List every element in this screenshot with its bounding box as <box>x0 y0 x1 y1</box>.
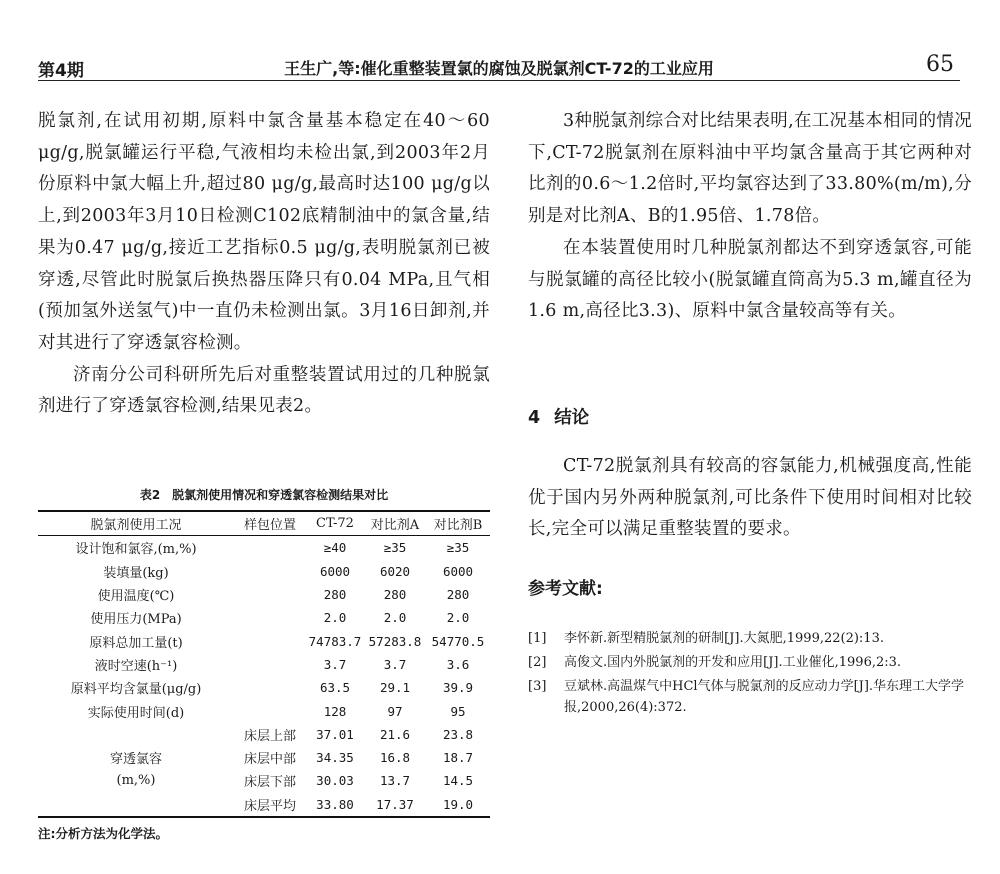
row-label: 实际使用时间(d) <box>87 705 185 721</box>
table-cell: 6020 <box>379 563 411 579</box>
reference-number: [2] <box>528 655 547 670</box>
breakthrough-unit: (m,%) <box>116 773 156 789</box>
reference-item <box>528 628 980 649</box>
table-cell: 33.80 <box>316 796 354 812</box>
body-paragraph: 3种脱氯剂综合对比结果表明,在工况基本相同的情况下,CT-72脱氯剂在原料油中平均氯含量高于其它两种对比剂的0.6～1.2倍时,平均氯容达到了33.80%(m/m),分别是对比剂A、B的1.95倍、1.78倍。 <box>528 111 972 227</box>
table-cell: 3.6 <box>446 656 470 672</box>
reference-number: [3] <box>528 679 547 694</box>
reference-text: 李怀新.新型精脱氯剂的研制[J].大氮肥,1999,22(2):13. <box>564 631 884 646</box>
column-header: 脱氯剂使用工况 <box>90 518 182 534</box>
table-cell: 30.03 <box>316 773 354 789</box>
column-header: CT-72 <box>316 516 354 532</box>
table-cell: 34.35 <box>316 750 354 766</box>
table-cell: 17.37 <box>376 796 414 812</box>
table-cell: 39.9 <box>442 680 474 696</box>
body-paragraph: 脱氯剂,在试用初期,原料中氯含量基本稳定在40～60 μg/g,脱氯罐运行平稳,气液相均未检出氯,到2003年2月份原料中氯大幅上升,超过80 μg/g,最高时达100 μg/g以上,到2003年3月10日检测C102底精制油中的氯含量,结果为0.47 μg/g,接近工艺指标0.5 μg/g,表明脱氯剂已被穿透,尽管此时脱氯后换热器压降只有0.04 MPa,且气相(预加氢外送氢气)中一直仍未检测出氯。3月16日卸剂,并对其进行了穿透氯容检测。 <box>38 111 490 353</box>
results-table <box>38 510 490 818</box>
table-cell: 6000 <box>319 563 351 579</box>
reference-list <box>528 628 980 721</box>
table-row <box>38 723 490 746</box>
table-note: 注:分析方法为化学法。 <box>38 826 168 841</box>
table-row <box>38 793 490 817</box>
table-cell: 21.6 <box>379 726 411 742</box>
table-cell: 18.7 <box>442 750 474 766</box>
row-label: 液时空速(h⁻¹) <box>94 658 178 674</box>
table-cell: 280 <box>383 587 407 603</box>
row-label: 设计饱和氯容,(m,%) <box>75 542 197 558</box>
table-cell: 97 <box>387 703 403 719</box>
table-row <box>38 653 490 676</box>
column-header: 对比剂B <box>433 518 483 534</box>
table-row <box>38 769 490 792</box>
row-label: 装填量(kg) <box>103 565 169 581</box>
section-heading <box>528 404 589 429</box>
column-header: 样包位置 <box>243 518 296 534</box>
row-label: 使用压力(MPa) <box>90 612 182 628</box>
table-cell: 280 <box>323 587 347 603</box>
table-cell: 16.8 <box>379 750 411 766</box>
references-heading: 参考文献: <box>528 579 603 599</box>
table-cell: ≥35 <box>383 540 407 556</box>
reference-item <box>528 676 980 718</box>
sample-position: 床层平均 <box>243 798 296 814</box>
table-cell: 280 <box>446 587 470 603</box>
conclusion-block <box>528 451 972 546</box>
right-column <box>528 106 972 328</box>
table-caption: 表2 脱氯剂使用情况和穿透氯容检测结果对比 <box>139 488 389 502</box>
table-row <box>38 606 490 629</box>
sample-position: 床层上部 <box>243 728 296 744</box>
table-row <box>38 746 490 769</box>
table-cell: 3.7 <box>383 656 407 672</box>
table-cell: 37.01 <box>316 726 354 742</box>
reference-text: 豆斌林.高温煤气中HCl气体与脱氯剂的反应动力学[J].华东理工大学学报,2000,26(4):372. <box>564 679 965 715</box>
table-cell: 13.7 <box>379 773 411 789</box>
table-cell: 54770.5 <box>431 633 485 649</box>
table-cell: 29.1 <box>379 680 411 696</box>
table-row <box>38 699 490 722</box>
table-cell: 2.0 <box>323 610 347 626</box>
table-cell: 128 <box>323 703 347 719</box>
page-number: 65 <box>926 52 954 77</box>
table-cell: 2.0 <box>446 610 470 626</box>
issue-number: 第4期 <box>38 61 84 81</box>
table-cell: 3.7 <box>323 656 347 672</box>
table-row <box>38 560 490 583</box>
page-header <box>38 52 960 81</box>
reference-number: [1] <box>528 631 547 646</box>
section-number: 4 <box>528 408 541 428</box>
table-cell: ≥40 <box>323 540 347 556</box>
reference-item <box>528 652 980 673</box>
table-row <box>38 629 490 652</box>
table-row <box>38 583 490 606</box>
table-row <box>38 536 490 560</box>
breakthrough-label: 穿透氯容 <box>109 752 162 768</box>
running-title: 王生广,等:催化重整装置氯的腐蚀及脱氯剂CT-72的工业应用 <box>284 59 714 78</box>
row-label: 使用温度(℃) <box>97 589 175 605</box>
sample-position: 床层下部 <box>243 775 296 791</box>
table-cell: ≥35 <box>446 540 470 556</box>
table-cell: 6000 <box>442 563 474 579</box>
table-cell: 74783.7 <box>308 633 362 649</box>
table-cell: 57283.8 <box>368 633 422 649</box>
table-row <box>38 676 490 699</box>
row-label: 原料平均含氯量(μg/g) <box>70 682 202 698</box>
left-column <box>38 106 490 423</box>
table-cell: 14.5 <box>442 773 474 789</box>
reference-text: 高俊文.国内外脱氯剂的开发和应用[J].工业催化,1996,2:3. <box>564 655 902 670</box>
table-cell: 23.8 <box>442 726 474 742</box>
section-title: 结论 <box>554 408 590 428</box>
row-label: 原料总加工量(t) <box>89 635 183 651</box>
table-header-row <box>38 511 490 536</box>
sample-position: 床层中部 <box>243 752 296 768</box>
body-paragraph: 济南分公司科研所先后对重整装置试用过的几种脱氯剂进行了穿透氯容检测,结果见表2。 <box>38 364 490 417</box>
column-header: 对比剂A <box>370 518 420 534</box>
table-cell: 19.0 <box>442 796 474 812</box>
conclusion-paragraph: CT-72脱氯剂具有较高的容氯能力,机械强度高,性能优于国内另外两种脱氯剂,可比条件下使用时间相对比较长,完全可以满足重整装置的要求。 <box>528 456 972 540</box>
body-paragraph: 在本装置使用时几种脱氯剂都达不到穿透氯容,可能与脱氯罐的高径比较小(脱氯罐直筒高为5.3 m,罐直径为1.6 m,高径比3.3)、原料中氯含量较高等有关。 <box>528 237 972 322</box>
table-cell: 2.0 <box>383 610 407 626</box>
table-cell: 95 <box>450 703 466 719</box>
table-cell: 63.5 <box>319 680 351 696</box>
